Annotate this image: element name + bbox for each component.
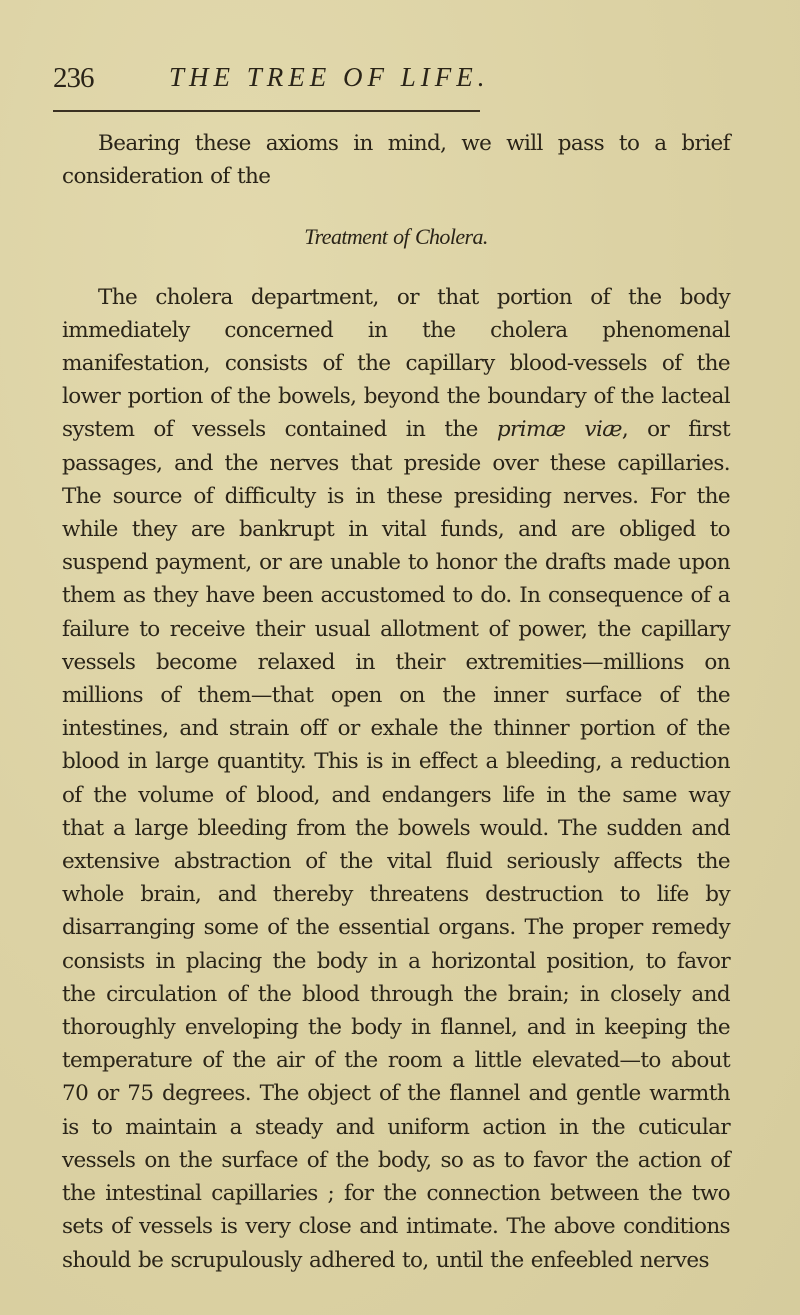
running-title: THE TREE OF LIFE.: [169, 62, 490, 92]
main-paragraph: [62, 281, 730, 1277]
latin-term: primæ viæ: [496, 417, 622, 443]
page-number: 236: [53, 62, 94, 94]
page-header: [53, 62, 733, 102]
section-heading: Treatment of Cholera.: [304, 224, 488, 250]
intro-paragraph: Bearing these axioms in mind, we will pass to a brief consideration of the: [62, 131, 730, 190]
paragraph-text-1: The cholera department, or that portion of the body immediately concerned in the cholera phenomenal manifestation, consists of the capillary blood-vessels of the lower portion of the bowels, beyond the boundary of the lacteal system of vessels contained in the: [62, 284, 730, 443]
header-rule: [53, 110, 480, 112]
paragraph-text-2: , or first passages, and the nerves that preside over these capillaries. The source of difficulty is in these presiding nerves. For the while they are bankrupt in vital funds, and are obliged to suspend payment, or are unable to honor the drafts made upon them as they have been accustomed to do. In consequence of a failure to receive their usual allotment of power, the capillary vessels become relaxed in their extremities—millions on millions of them—that open on the inner surface of the intestines, and strain off or exhale the thinner portion of the blood in large quantity. This is in effect a bleeding, a reduction of the volume of blood, and endangers life in the same way that a large bleeding from the bowels would. The sudden and extensive abstraction of the vital fluid seriously affects the whole brain, and thereby threatens destruction to life by disarranging some of the essential organs. The proper remedy consists in placing the body in a horizontal position, to favor the circulation of the blood through the brain; in closely and thoroughly enveloping the body in flannel, and in keeping the temperature of the air of the room a little elevated—to about 70 or 75 degrees. The object of the flannel and gentle warmth is to maintain a steady and uniform action in the cuticular vessels on the surface of the body, so as to favor the action of the intestinal capillaries ; for the connection between the two sets of vessels is very close and intimate. The above conditions should be scrupulously adhered to, until the enfeebled nerves: [62, 417, 731, 1273]
page-body: [62, 127, 730, 1277]
